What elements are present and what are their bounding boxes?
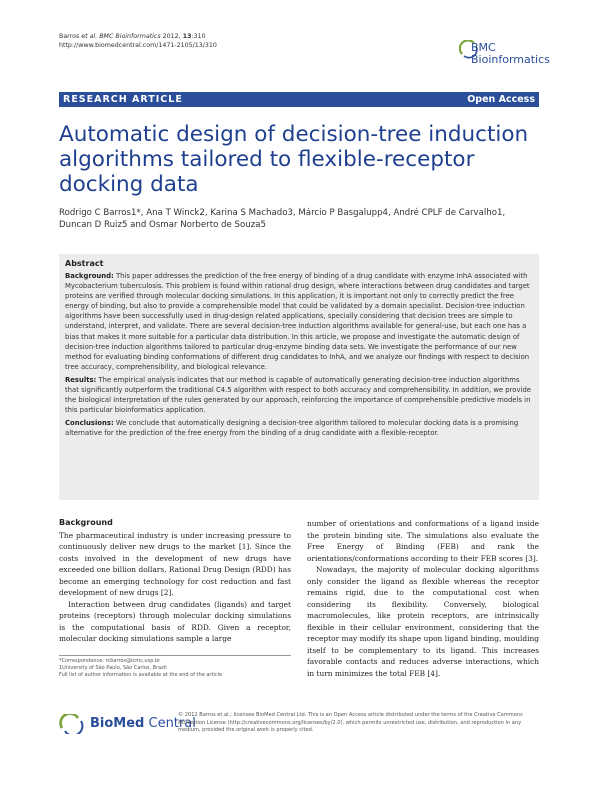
body-paragraph: number of orientations and conformations of a ligand inside the protein binding site. The simulations also evaluate the Free Energy of Binding (FEB) and rank the orientations/conformations according to their FEB scores [3]. — [307, 519, 539, 563]
footnote-divider — [59, 655, 291, 656]
license-text: © 2012 Barros et al.; licensee BioMed Central Ltd. This is an Open Access article distributed under the terms of the Creative Commons Attribution License (http://creativecommons.org/licenses/by/2.0), which permits unrestricted use, distribution, and reproduction in any medium, provided the original work is properly cited. — [178, 712, 523, 734]
author-list: Rodrigo C Barros1*, Ana T Winck2, Karina S Machado3, Márcio P Basgalupp4, André CPLF de Carvalho1, Duncan D Ruiz5 and Osmar Norberto de Souza5 — [59, 208, 506, 230]
abstract-heading: Abstract — [65, 259, 104, 268]
publisher-name: BioMed Central — [90, 716, 196, 731]
author-info-note: Full list of author information is available at the end of the article — [59, 672, 223, 679]
article-url[interactable]: http://www.biomedcentral.com/1471-2105/13/310 — [59, 42, 217, 49]
biomed-central-logo-icon — [58, 714, 88, 734]
section-heading-background: Background — [59, 518, 113, 527]
open-access-label: Open Access — [467, 94, 535, 105]
abstract-conclusions: Conclusions: We conclude that automatically designing a decision-tree algorithm tailored to molecular docking data is a promising alternative for the prediction of the free energy from the binding of a drug candidate with a flexible-receptor. — [65, 419, 519, 438]
abstract-body — [65, 271, 533, 442]
abstract-box — [59, 254, 539, 500]
article-title: Automatic design of decision-tree induction algorithms tailored to flexible-receptor docking data — [59, 122, 529, 197]
journal-logo: BMC Bioinformatics — [471, 41, 550, 66]
correspondence-note: *Correspondence: rcbarros@icmc.usp.br — [59, 658, 161, 664]
body-paragraph: Interaction between drug candidates (ligands) and target proteins (receptors) through molecular docking simulations is the computational basis of RDD. Given a receptor, molecular docking simulations sample a large — [59, 599, 291, 643]
abstract-background: Background: This paper addresses the prediction of the free energy of binding of a drug candidate with enzyme InhA associated with Mycobacterium tuberculosis. This problem is found within rational drug design, where interactions between drug candidates and target proteins are verified through molecular docking simulations. In this application, it is important not only to correctly predict the free energy of binding, but also to provide a comprehensible model that could be validated by a domain specialist. Decision-tree induction algorithms have been successfully used in drug-design related applications, specially considering that decision trees are simple to understand, interpret, and validate. There are several decision-tree induction algorithms available for general-use, but each one has a bias that makes it more suitable for a particular data distribution. In this article, we propose and investigate the automatic design of decision-tree induction algorithms tailored to particular drug-enzyme binding data sets. We investigate the performance of our new method for evaluating binding conformations of different drug candidates to InhA, and we analyze our findings with respect to decision tree accuracy, comprehensibility, and biological relevance. — [65, 272, 530, 371]
body-paragraph: Nowadays, the majority of molecular docking algorithms only consider the ligand as flexible whereas the receptor remains rigid, due to the computational cost when considering its flexibility. Conversely, biological macromolecules, like protein receptors, are intrinsically flexible in their cellular environment, considering that the receptor may modify its shape upon ligand binding, moulding itself to be complementary to its ligand. This increases favorable contacts and reduces adverse interactions, which in turn minimizes the total FEB [4]. — [307, 565, 539, 678]
body-left-column — [59, 517, 291, 645]
footnotes — [59, 658, 291, 680]
body-right-column — [307, 518, 539, 679]
article-type-label: RESEARCH ARTICLE — [63, 94, 183, 105]
abstract-results: Results: The empirical analysis indicates that our method is capable of automatically generating decision-tree induction algorithms that significantly outperform the traditional C4.5 algorithm with respect to both accuracy and comprehensibility. In addition, we provide the biological interpretation of the rules generated by our approach, reinforcing the importance of comprehensible predictive models in this particular bioinformatics application. — [65, 375, 532, 415]
affiliation-note: 1University of São Paulo, São Carlos, Brazil — [59, 665, 167, 672]
body-paragraph: The pharmaceutical industry is under increasing pressure to continuously deliver new drugs to the market [1]. Since the costs involved in the development of new drugs have exceeded one billion dollars, Rational Drug Design (RDD) has become an emerging technology for cost reduction and fast development of new drugs [2]. — [59, 530, 291, 597]
article-type-banner — [59, 92, 539, 107]
running-citation: Barros et al. BMC Bioinformatics 2012, 13:310 — [59, 33, 206, 40]
